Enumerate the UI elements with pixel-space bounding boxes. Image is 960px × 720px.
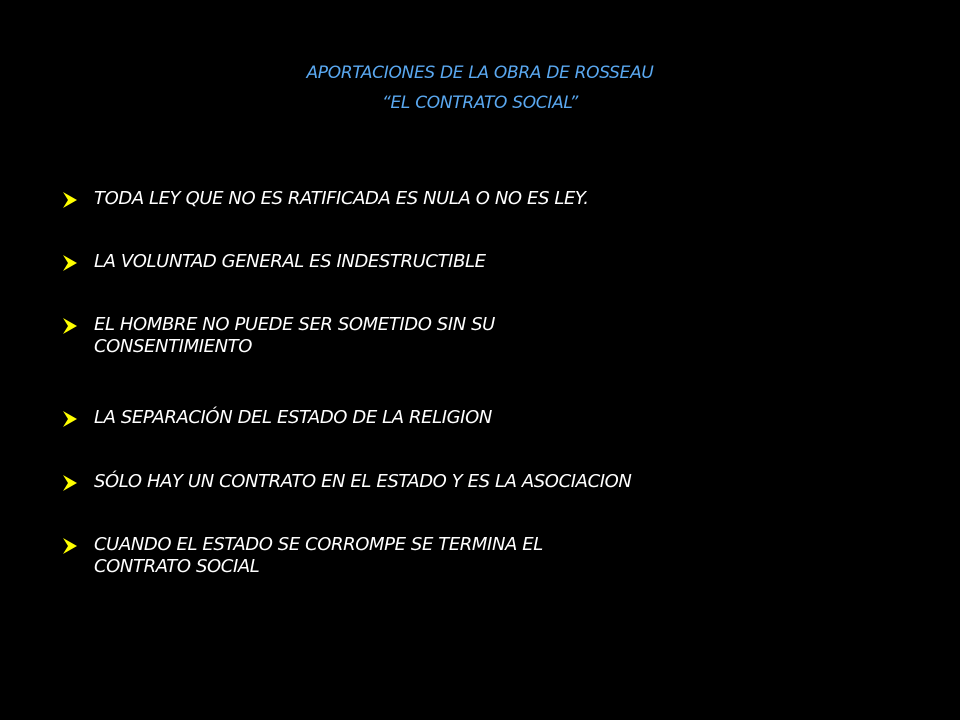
arrow-bullet-icon (60, 253, 80, 273)
arrow-bullet-icon (60, 473, 80, 493)
slide-title (0, 58, 960, 118)
bullet-text: LA VOLUNTAD GENERAL ES INDESTRUCTIBLE (94, 251, 486, 272)
bullet-text: EL HOMBRE NO PUEDE SER SOMETIDO SIN SU CONSENTIMIENTO (94, 314, 495, 357)
bullet-text: TODA LEY QUE NO ES RATIFICADA ES NULA O NO ES LEY. (94, 188, 589, 209)
bullet-text: LA SEPARACIÓN DEL ESTADO DE LA RELIGION (94, 407, 492, 428)
arrow-bullet-icon (60, 536, 80, 556)
bullet-text: SÓLO HAY UN CONTRATO EN EL ESTADO Y ES LA ASOCIACION (94, 471, 632, 492)
bullet-text: CUANDO EL ESTADO SE CORROMPE SE TERMINA EL CONTRATO SOCIAL (94, 534, 543, 577)
title-line-2: “EL CONTRATO SOCIAL” (381, 93, 579, 113)
arrow-bullet-icon (60, 190, 80, 210)
title-line-1: APORTACIONES DE LA OBRA DE ROSSEAU (306, 63, 654, 83)
arrow-bullet-icon (60, 316, 80, 336)
arrow-bullet-icon (60, 409, 80, 429)
